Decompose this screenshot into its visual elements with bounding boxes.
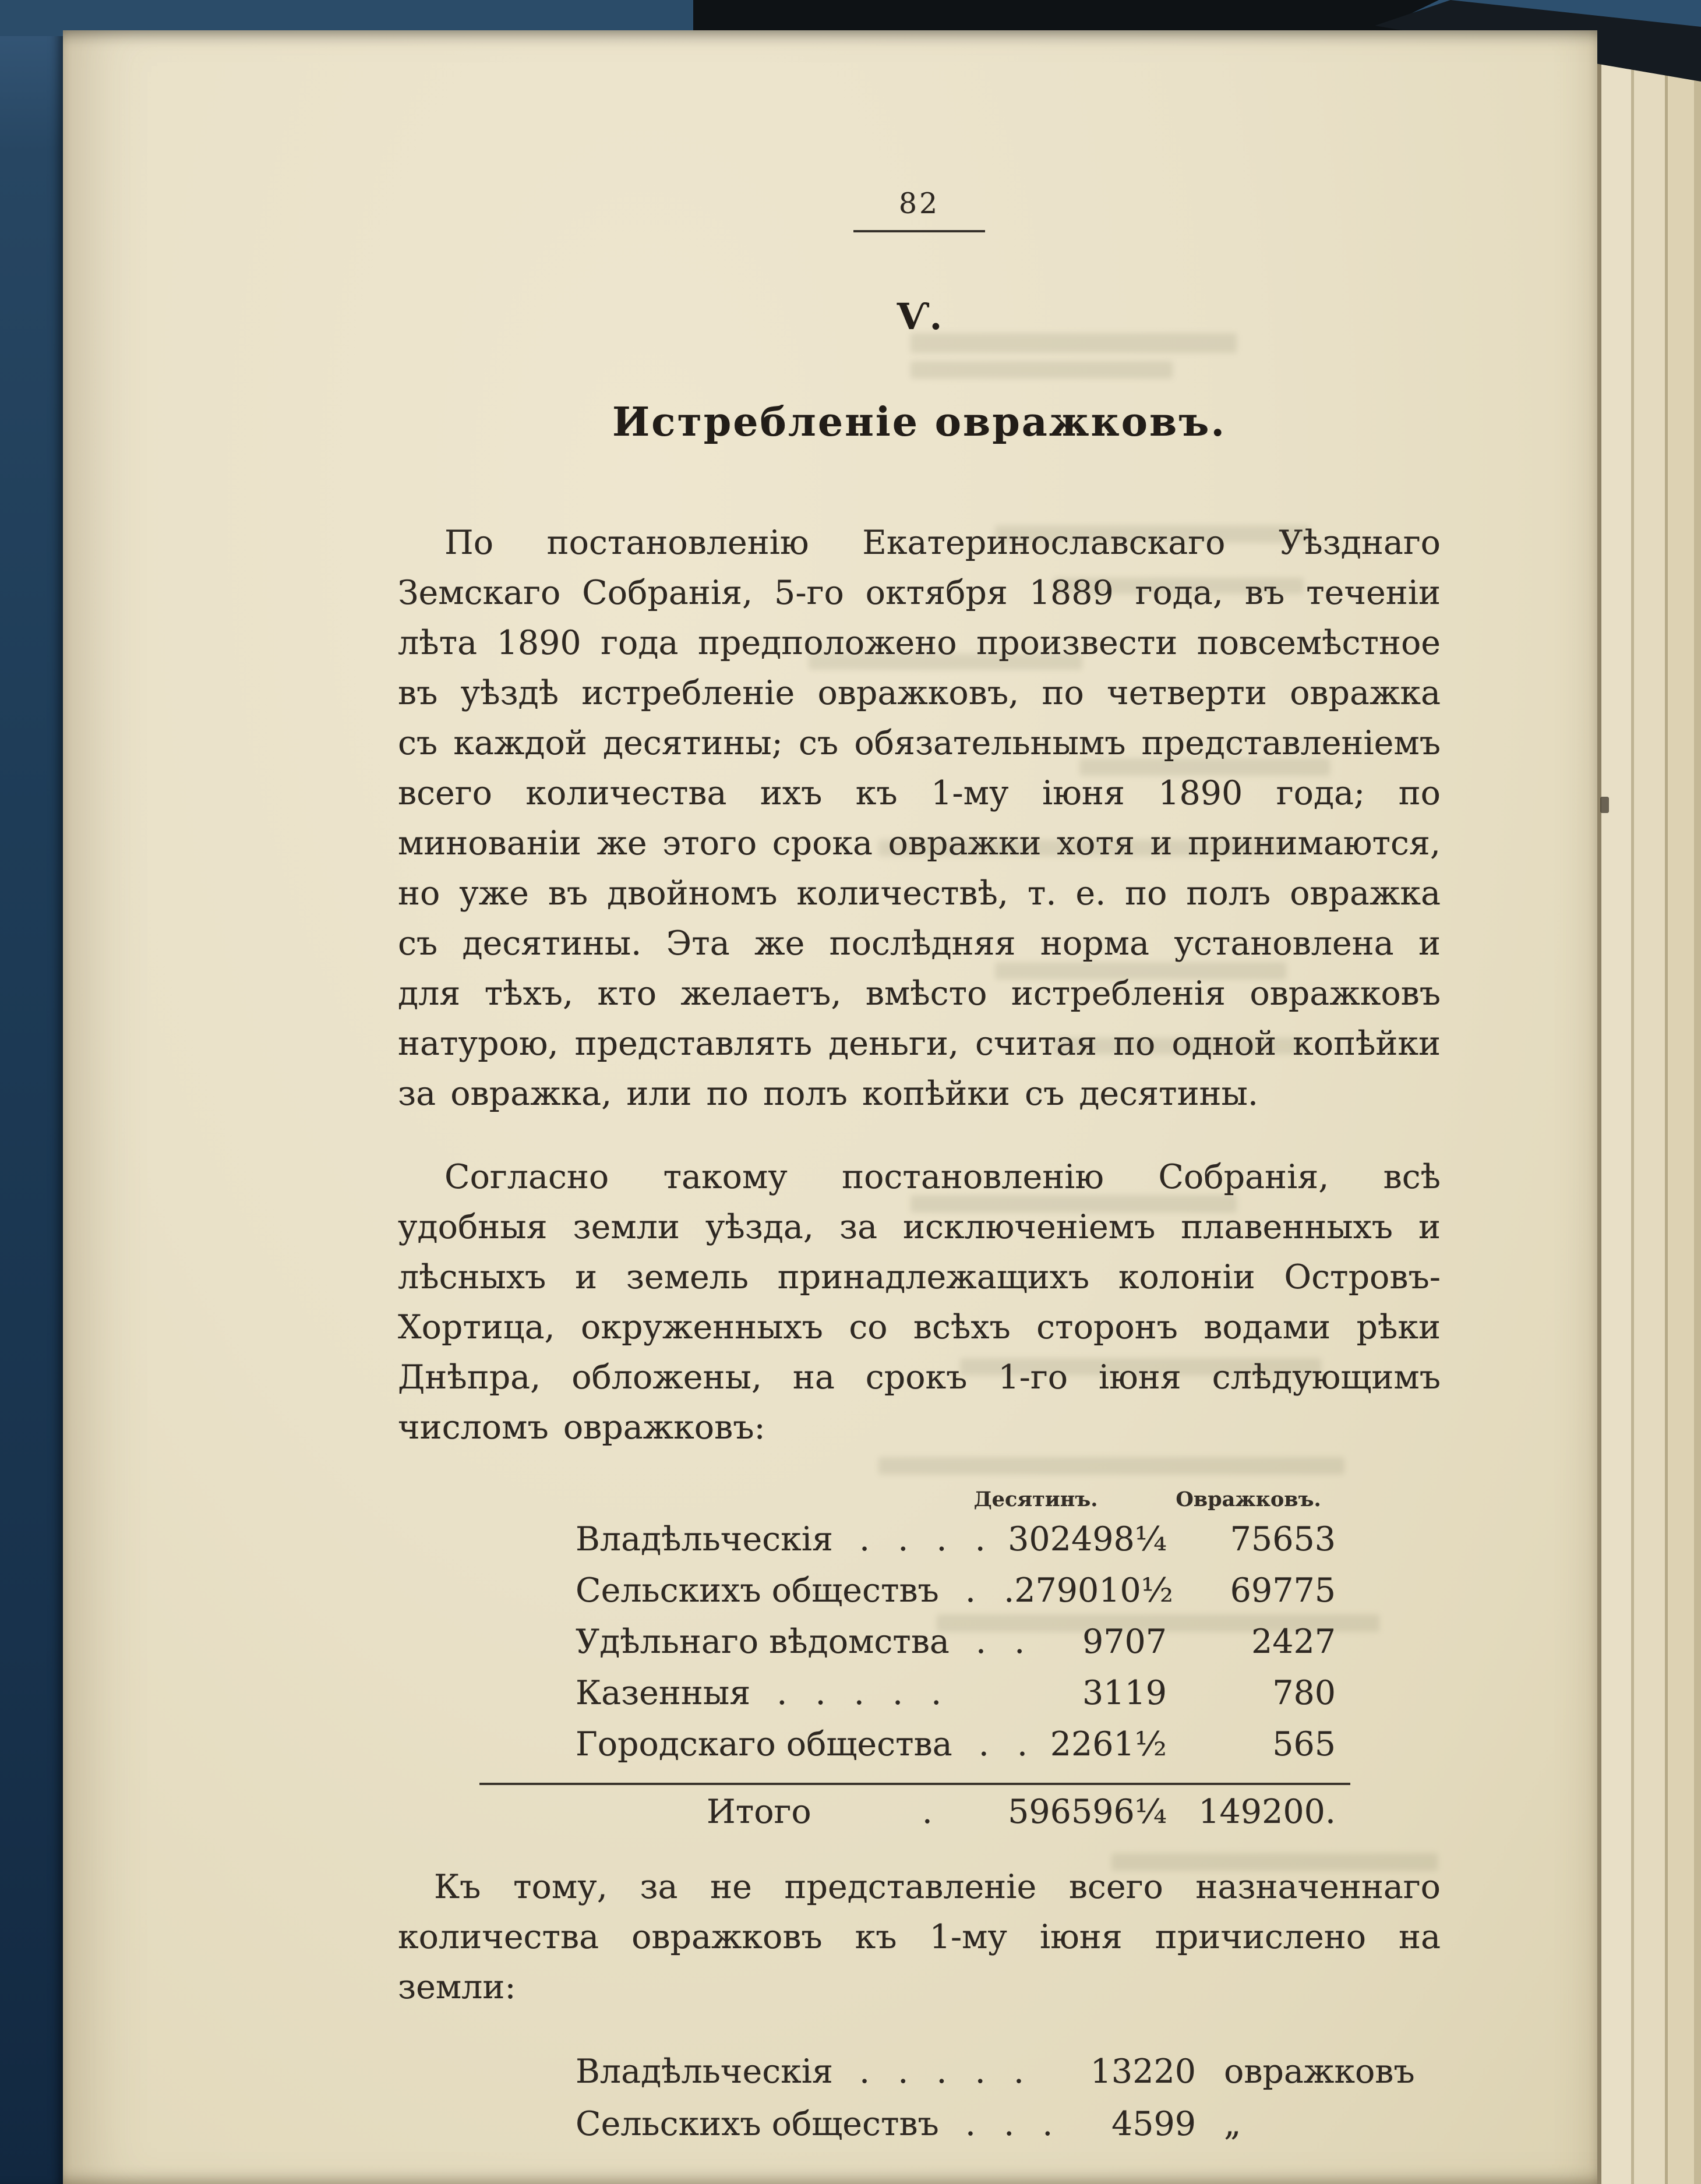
value-ovrazhkov: 780 [1272,1674,1336,1712]
dot-leader: . . . . . [859,2052,1025,2091]
table-row [398,1667,1441,1719]
book-page [63,30,1597,2184]
total-label: Итого [707,1793,811,1831]
row-label: Владѣльческія [576,2052,833,2091]
value-ovrazhkov: 75653 [1230,1520,1336,1559]
value-ovrazhkov: 69775 [1230,1571,1336,1610]
value-desyatin: 2261½ [1050,1725,1167,1764]
dot-leader: . . [978,1725,1028,1764]
addendum-value: 4599 [1111,2105,1196,2143]
table-row [398,1616,1441,1667]
total-desyatin: 596596¼ [1008,1793,1167,1831]
addendum-paragraph: Къ тому, за не представленіе всего назначеннаго количества овражковъ къ 1-му іюня причислено на земли: [398,1868,1441,2006]
dot-leader: . . [965,1571,1015,1610]
row-label: Городскаго общества [576,1725,952,1764]
addendum-row [398,2045,1441,2098]
chapter-title: Истребленіе овражковъ. [612,399,1227,446]
book-cover-left [0,0,63,2184]
table-header-row [398,1486,1441,1514]
value-ovrazhkov: 2427 [1251,1623,1336,1661]
page-edge-stack [1597,23,1701,2184]
stat-table [398,1486,1441,1839]
edge-ink-mark [1600,797,1609,813]
table-col-header-desyatin: Десятинъ. [973,1487,1098,1511]
row-label: Сельскихъ обществъ [576,2105,939,2143]
table-col-header-ovrazhkov: Овражковъ. [1176,1487,1321,1511]
section-mark: Ѵ. [896,295,943,338]
addendum-unit: овражковъ [1224,2052,1415,2091]
addendum-value: 13220 [1090,2052,1196,2091]
value-desyatin: 9707 [1082,1623,1167,1661]
row-label: Удѣльнаго вѣдомства [576,1623,950,1661]
body-paragraph: По постановленію Екатеринославскаго Уѣзднаго Земскаго Собранія, 5-го октября 1889 года, въ теченіи лѣта 1890 года предположено произвести повсемѣстное въ уѣздѣ истребленіе овражковъ, по четверти овражка съ каждой десятины; съ обязательнымъ представленіемъ всего количества ихъ къ 1-му іюня 1890 года; по минованіи же этого срока овражки хотя и принимаются, но уже въ двойномъ количествѣ, т. е. по полъ овражка съ десятины. Эта же послѣдняя норма установлена и для тѣхъ, кто желаетъ, вмѣсто истребленія овражковъ натурою, представлять деньги, считая по одной копѣйки за овражка, или по полъ копѣйки съ десятины. [398,524,1441,1113]
addendum-row [398,2098,1441,2150]
value-desyatin: 3119 [1082,1674,1167,1712]
total-row [398,1785,1441,1839]
value-desyatin: 279010½ [1014,1571,1174,1610]
dot-leader: . [922,1793,933,1831]
row-label: Казенныя [576,1674,751,1712]
page-content [398,30,1441,2150]
value-ovrazhkov: 565 [1272,1725,1336,1764]
row-label: Сельскихъ обществъ [576,1571,939,1610]
page-number-block [398,177,1441,232]
page-number: 82 [853,187,985,232]
row-label: Владѣльческія [576,1520,833,1559]
dot-leader: . . . [965,2105,1053,2143]
dot-leader: . . [975,1623,1025,1661]
addendum-unit: „ [1224,2105,1241,2143]
body-paragraph: Согласно такому постановленію Собранія, всѣ удобныя земли уѣзда, за исключеніемъ плавенныхъ и лѣсныхъ и земель принадлежащихъ колоніи Островъ-Хортица, окруженныхъ со всѣхъ сторонъ водами рѣки Днѣпра, обложены, на срокъ 1-го іюня слѣдующимъ числомъ овражковъ: [398,1158,1441,1447]
dot-leader: . . . . [859,1520,986,1559]
table-row [398,1719,1441,1770]
table-row [398,1565,1441,1616]
value-desyatin: 302498¼ [1008,1520,1167,1559]
total-ovrazhkov: 149200. [1198,1793,1336,1831]
table-row [398,1514,1441,1565]
dot-leader: . . . . . [777,1674,942,1712]
